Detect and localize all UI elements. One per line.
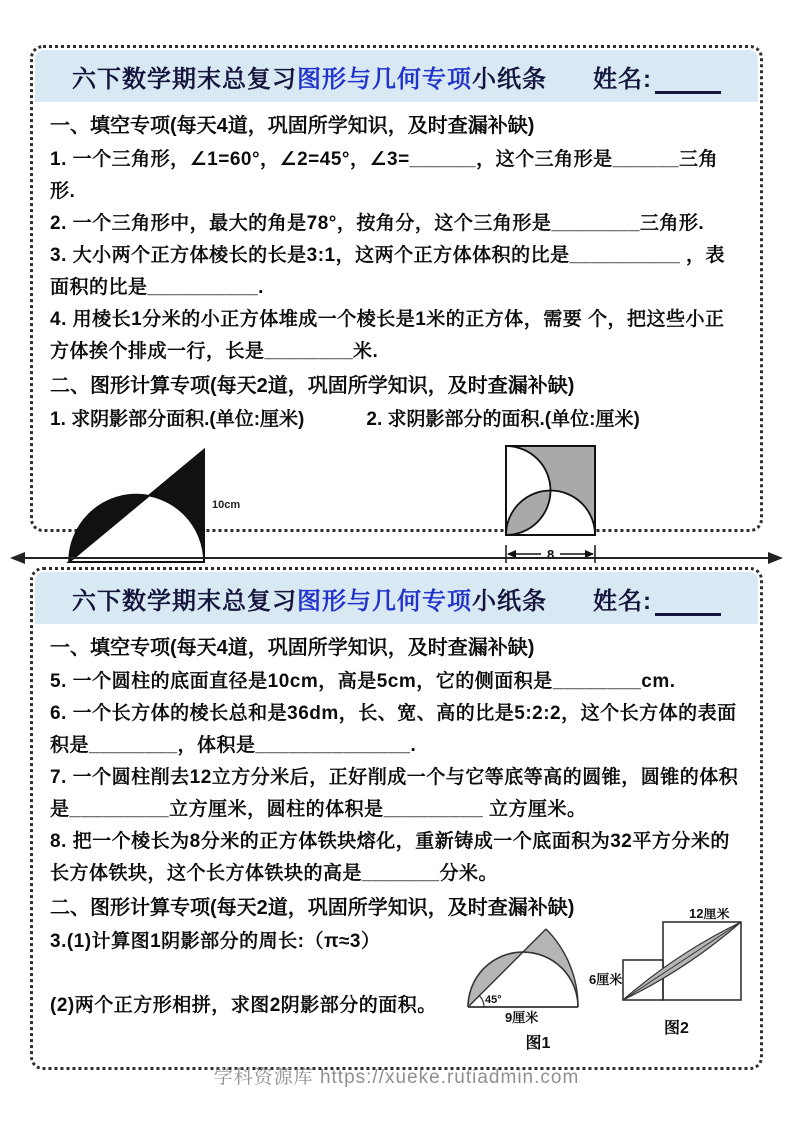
- section-heading-fill-blanks: 一、填空专项(每天4道，巩固所学知识，及时查漏补缺): [50, 115, 535, 137]
- calc-question-1: 1. 求阴影部分面积.(单位:厘米): [50, 409, 305, 430]
- question-item: 1. 一个三角形，∠1=60°，∠2=45°，∠3=______，这个三角形是______三角形.: [50, 149, 718, 202]
- name-blank-line: [655, 593, 721, 616]
- question-item: 4. 用棱长1分米的小正方体堆成一个棱长是1米的正方体，需要 个，把这些小正方体挨个排成一行，长是________米.: [50, 309, 725, 362]
- figure-base-label: 9厘米: [505, 1010, 539, 1025]
- double-arrow-icon: [8, 549, 785, 567]
- section-heading-figure-calc: 二、图形计算专项(每天2道，巩固所学知识，及时查漏补缺): [50, 897, 575, 919]
- title-highlight: 图形与几何专项: [297, 65, 472, 93]
- figure-label-height: 10cm: [212, 499, 241, 511]
- title-prefix: 六下数学期末总复习: [72, 65, 297, 93]
- watermark-text: 学科资源库 https://xueke.rutiadmin.com: [213, 1067, 580, 1088]
- name-field: [593, 59, 721, 94]
- calc-questions-row: [50, 404, 743, 436]
- figure-caption: 图2: [664, 1020, 689, 1037]
- title-suffix: 小纸条: [472, 65, 547, 93]
- figure-label-side: 8: [547, 547, 555, 562]
- question-item: 5. 一个圆柱的底面直径是10cm，高是5cm，它的侧面积是________cm.: [50, 671, 676, 692]
- question-item: 6. 一个长方体的棱长总和是36dm，长、宽、高的比是5:2:2，这个长方体的表面积是________，体积是______________.: [50, 703, 737, 756]
- section-heading-figure-calc: 二、图形计算专项(每天2道，巩固所学知识，及时查漏补缺): [50, 375, 575, 397]
- question-item: 8. 把一个棱长为8分米的正方体铁块熔化，重新铸成一个底面积为32平方分米的长方体铁块，这个长方体铁块的高是_______分米。: [50, 831, 730, 884]
- figure-top-label: 12厘米: [689, 908, 730, 921]
- worksheet-card-bottom: [30, 567, 763, 1070]
- figure-caption: 图1: [525, 1035, 551, 1052]
- figure-angle-label: 45°: [485, 994, 502, 1006]
- name-label: 姓名:: [593, 65, 652, 93]
- title-suffix: 小纸条: [472, 587, 547, 615]
- question-item: 2. 一个三角形中，最大的角是78°，按角分，这个三角形是________三角形.: [50, 213, 705, 234]
- calc-question-2: 2. 求阴影部分的面积.(单位:厘米): [366, 409, 640, 430]
- worksheet-card-top: [30, 45, 763, 562]
- title-prefix: 六下数学期末总复习: [72, 587, 297, 615]
- figure-two-squares-svg: [589, 908, 764, 1012]
- card-body: [33, 104, 760, 576]
- calc-question-3-1: 3.(1)计算图1阴影部分的周长:（π≈3）: [50, 931, 381, 952]
- section-heading-fill-blanks: 一、填空专项(每天4道，巩固所学知识，及时查漏补缺): [50, 637, 535, 659]
- name-blank-line: [655, 71, 721, 94]
- figure-two-squares: [589, 908, 764, 1038]
- card-title-bar: [35, 50, 758, 102]
- cut-line-divider: [8, 549, 785, 567]
- name-field: [593, 581, 721, 616]
- question-item: 3. 大小两个正方体棱长的长是3:1，这两个正方体体积的比是__________ ，表面积的比是__________.: [50, 245, 726, 298]
- card-title-bar: [35, 572, 758, 624]
- question-item: 7. 一个圆柱削去12立方分米后，正好削成一个与它等底等高的圆锥，圆锥的体积是_________立方厘米，圆柱的体积是_________ 立方厘米。: [50, 767, 739, 820]
- figure-left-label: 6厘米: [589, 972, 623, 987]
- name-label: 姓名:: [593, 587, 652, 615]
- calc-question-3-2: (2)两个正方形相拼，求图2阴影部分的面积。: [50, 995, 437, 1016]
- title-highlight: 图形与几何专项: [297, 587, 472, 615]
